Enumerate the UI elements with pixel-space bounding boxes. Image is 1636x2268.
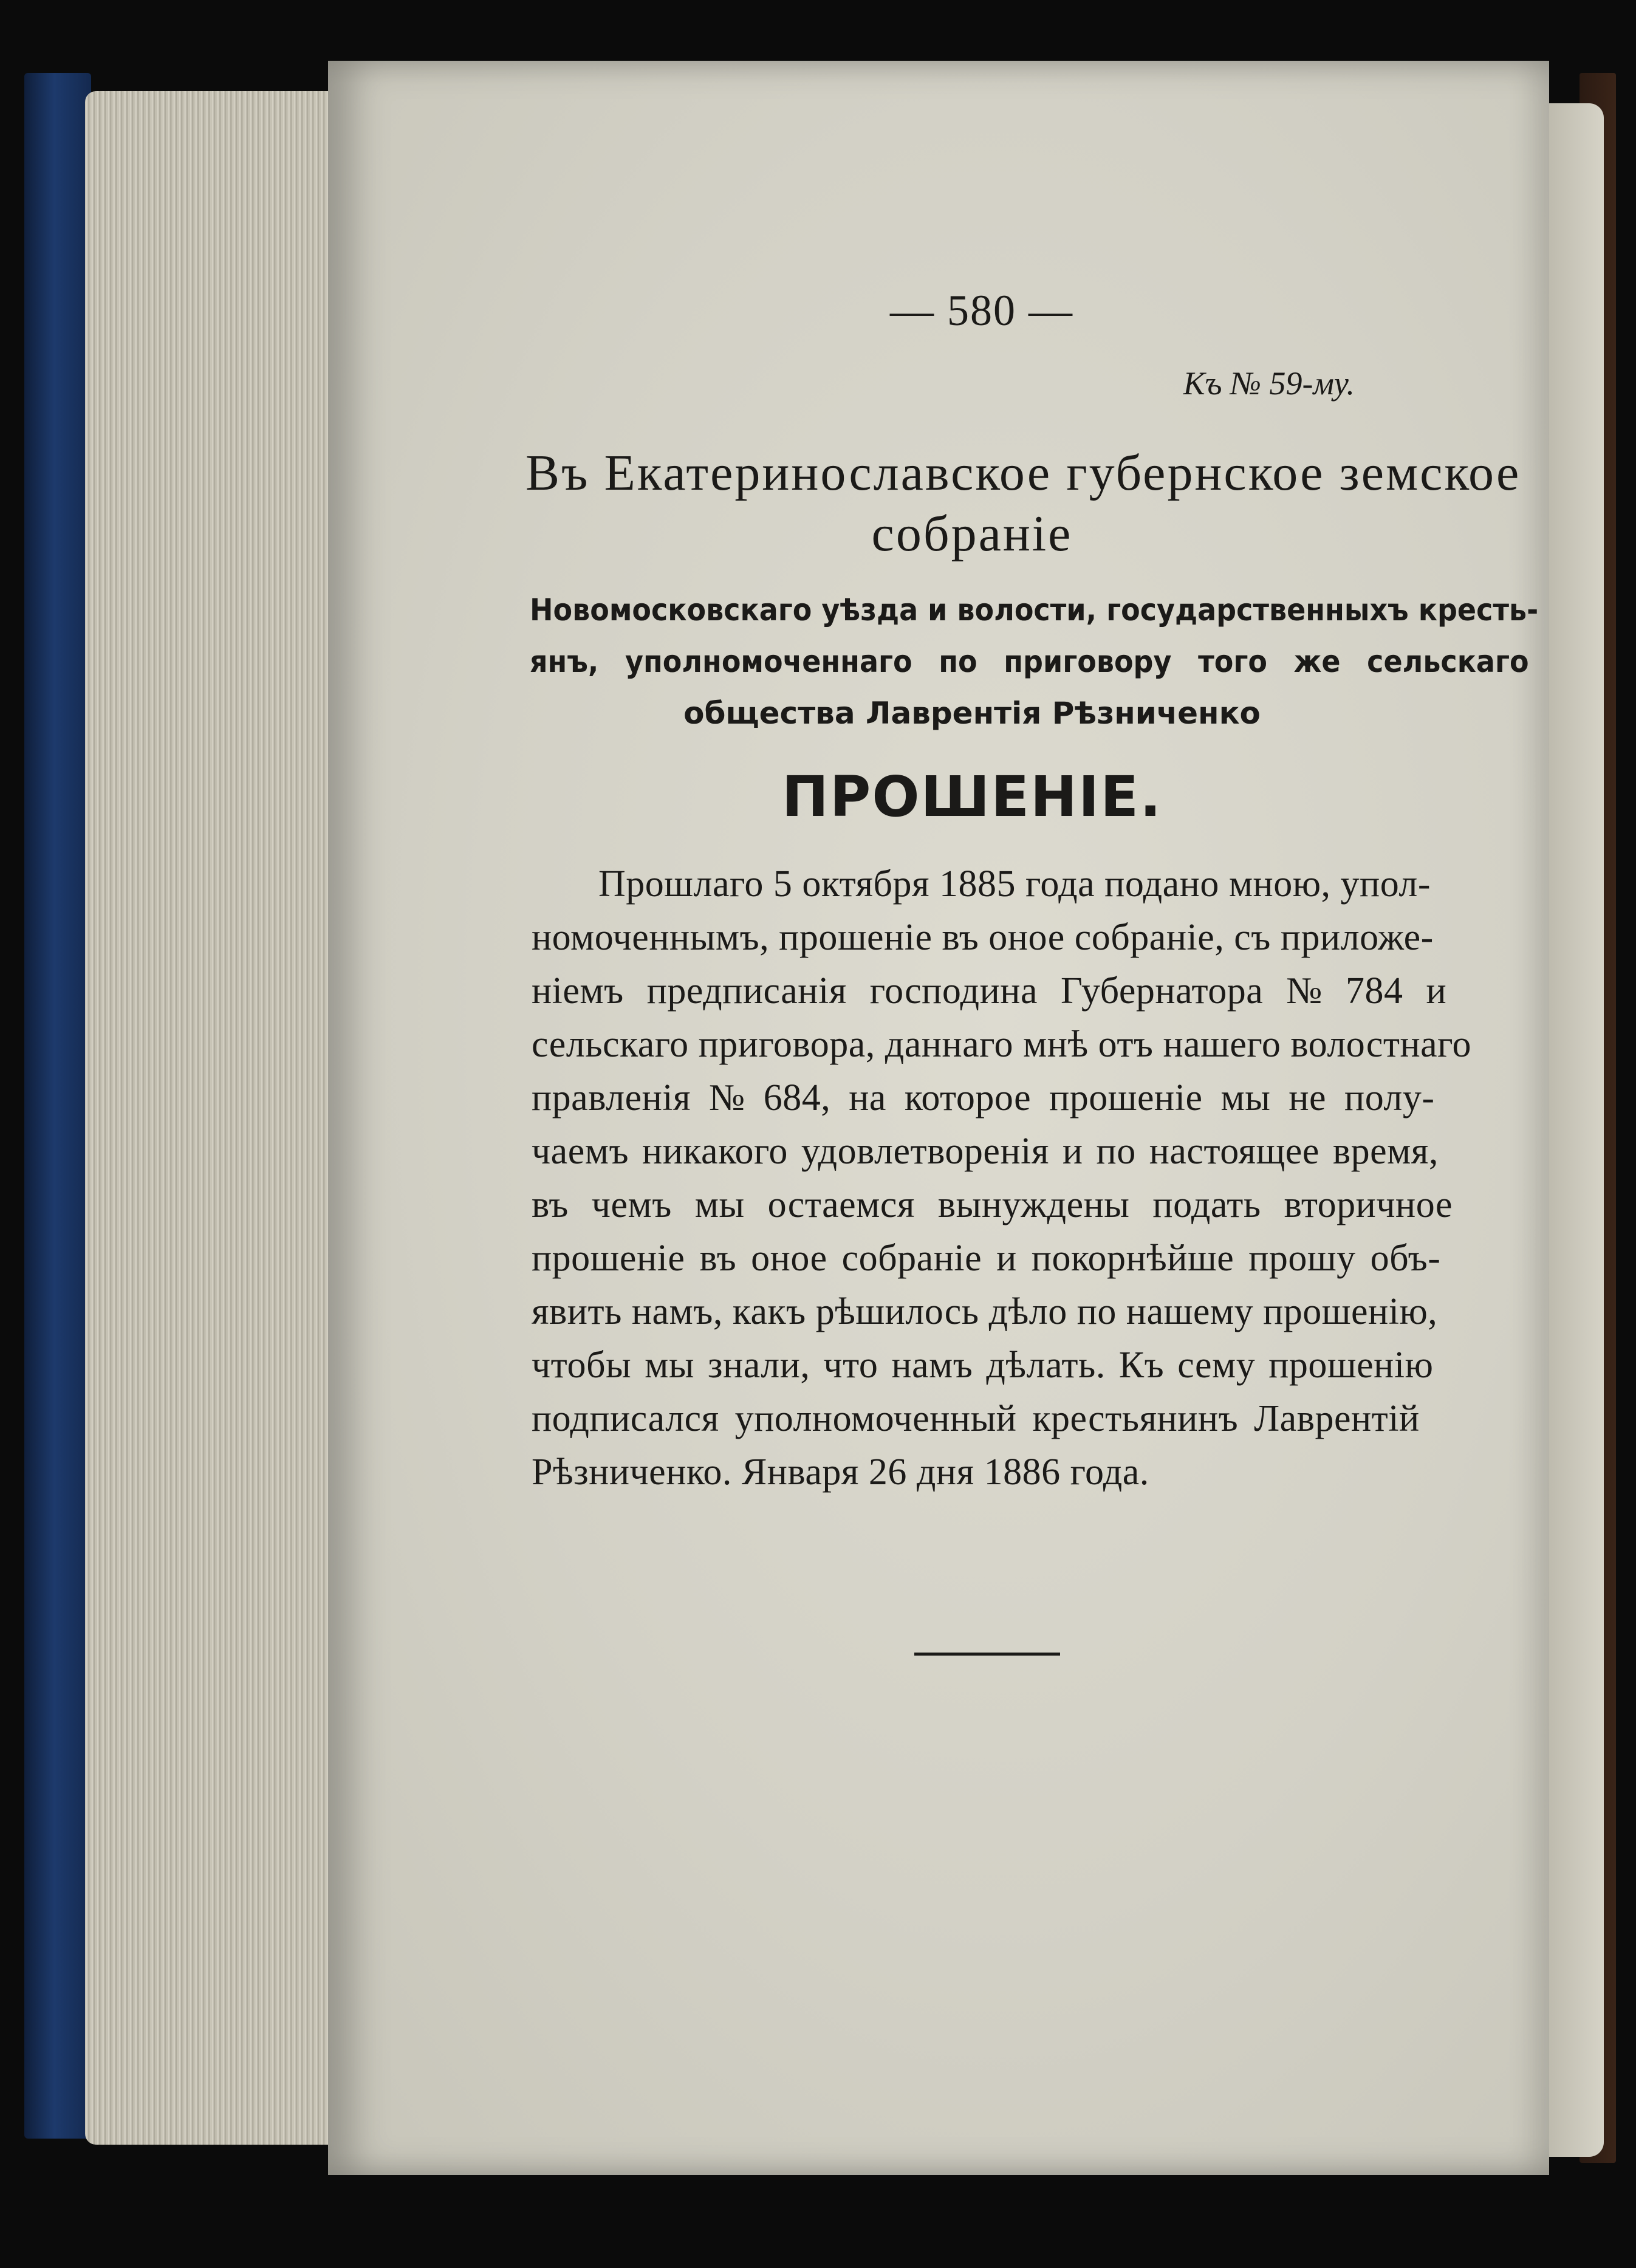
body-line: подписался уполномоченный крестьянинъ Лаврентій — [532, 1398, 1420, 1439]
body-line: сельскаго приговора, даннаго мнѣ отъ нашего волостнаго — [532, 1024, 1472, 1065]
book-cover-left — [24, 73, 91, 2139]
body-line: въ чемъ мы остаемся вынуждены подать вторичное — [532, 1184, 1453, 1225]
body-line: ніемъ предписанія господина Губернатора № 784 и — [532, 970, 1447, 1012]
body-line: номоченнымъ, прошеніе въ оное собраніе, съ приложе- — [532, 917, 1434, 958]
body-line: чтобы мы знали, что намъ дѣлать. Къ сему прошенію — [532, 1345, 1434, 1386]
facing-page-edge — [1549, 103, 1604, 2157]
reference-note: Къ № 59-му. — [1183, 365, 1355, 402]
sender-line: Новомосковскаго уѣзда и волости, государственныхъ кресть- — [530, 592, 1539, 628]
closing-rule — [914, 1653, 1060, 1656]
sender-line: янъ, уполномоченнаго по приговору того же сельскаго — [530, 644, 1529, 679]
sender-line: общества Лаврентія Рѣзниченко — [683, 696, 1261, 731]
page-stack-edges — [85, 91, 340, 2145]
page-number: — 580 — — [890, 286, 1073, 335]
document-title: ПРОШЕНІЕ. — [781, 764, 1163, 829]
body-line: чаемъ никакого удовлетворенія и по настоящее время, — [532, 1131, 1439, 1172]
body-line: Прошлаго 5 октября 1885 года подано мною, упол- — [598, 863, 1431, 905]
body-line: прошеніе въ оное собраніе и покорнѣйше прошу объ- — [532, 1238, 1441, 1279]
body-line: Рѣзниченко. Января 26 дня 1886 года. — [532, 1451, 1149, 1493]
body-line: правленія № 684, на которое прошеніе мы не полу- — [532, 1077, 1435, 1119]
body-line: явить намъ, какъ рѣшилось дѣло по нашему прошенію, — [532, 1291, 1438, 1332]
addressee-line: собраніе — [871, 505, 1073, 562]
addressee-line: Въ Екатеринославское губернское земское — [525, 445, 1521, 501]
